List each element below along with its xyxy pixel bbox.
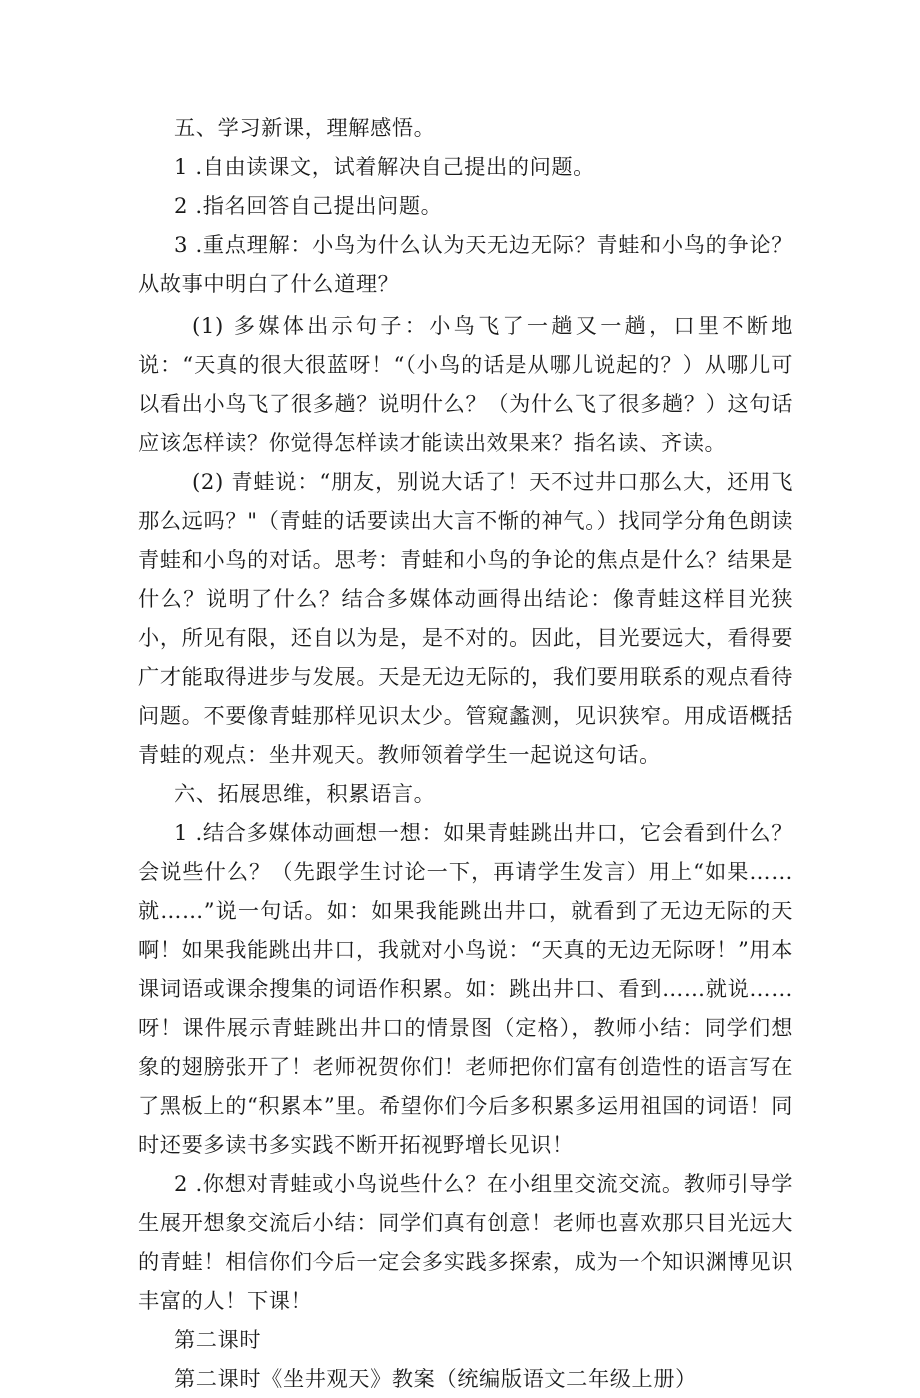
section-heading-5: 五、学习新课，理解感悟。 [174,115,436,140]
paragraph-5-3-1: (1) 多媒体出示句子：小鸟飞了一趟又一趟，口里不断地说：“天真的很大很蓝呀！“（小鸟的话是从哪儿说起的？）从哪儿可以看出小鸟飞了很多趟？说明什么？（为什么飞了很多趟？）这句话应该怎样读？你觉得怎样读才能读出效果来？指名读、齐读。 [138,313,793,455]
paragraph-5-3-2: (2) 青蛙说：“朋友，别说大话了！天不过井口那么大，还用飞那么远吗？"（青蛙的话要读出大言不惭的神气。）找同学分角色朗读青蛙和小鸟的对话。思考：青蛙和小鸟的争论的焦点是什么？结果是什么？说明了什么？结合多媒体动画得出结论：像青蛙这样目光狭小，所见有限，还自以为是，是不对的。因此，目光要远大，看得要广才能取得进步与发展。天是无边无际的，我们要用联系的观点看待问题。不要像青蛙那样见识太少。管窥蠡测，见识狭窄。用成语概括青蛙的观点：坐井观天。教师领着学生一起说这句话。 [138,469,793,767]
paragraph-6-2: 2 .你想对青蛙或小鸟说些什么？在小组里交流交流。教师引导学生展开想象交流后小结：同学们真有创意！老师也喜欢那只目光远大的青蛙！相信你们今后一定会多实践多探索，成为一个知识渊博见识丰富的人！下课！ [138,1171,793,1313]
paragraph-5-2: 2 .指名回答自己提出问题。 [174,193,443,218]
section-heading-6: 六、拓展思维，积累语言。 [174,781,436,806]
paragraph-5-3: 3 .重点理解：小鸟为什么认为天无边无际？青蛙和小鸟的争论？从故事中明白了什么道理？ [138,232,793,296]
paragraph-6-1: 1 .结合多媒体动画想一想：如果青蛙跳出井口，它会看到什么？会说些什么？（先跟学生讨论一下，再请学生发言）用上“如果……就……”说一句话。如：如果我能跳出井口，就看到了无边无际的天啊！如果我能跳出井口，我就对小鸟说：“天真的无边无际呀！”用本课词语或课余搜集的词语作积累。如：跳出井口、看到……就说……呀！课件展示青蛙跳出井口的情景图（定格），教师小结：同学们想象的翅膀张开了！老师祝贺你们！老师把你们富有创造性的语言写在了黑板上的“积累本”里。希望你们今后多积累多运用祖国的词语！同时还要多读书多实践不断开拓视野增长见识！ [138,820,793,1157]
paragraph-5-1: 1 .自由读课文，试着解决自己提出的问题。 [174,154,595,179]
document-page [138,108,793,1398]
lesson-two-title: 第二课时《坐井观天》教案（统编版语文二年级上册） [174,1366,697,1391]
lesson-two-heading: 第二课时 [174,1327,262,1352]
